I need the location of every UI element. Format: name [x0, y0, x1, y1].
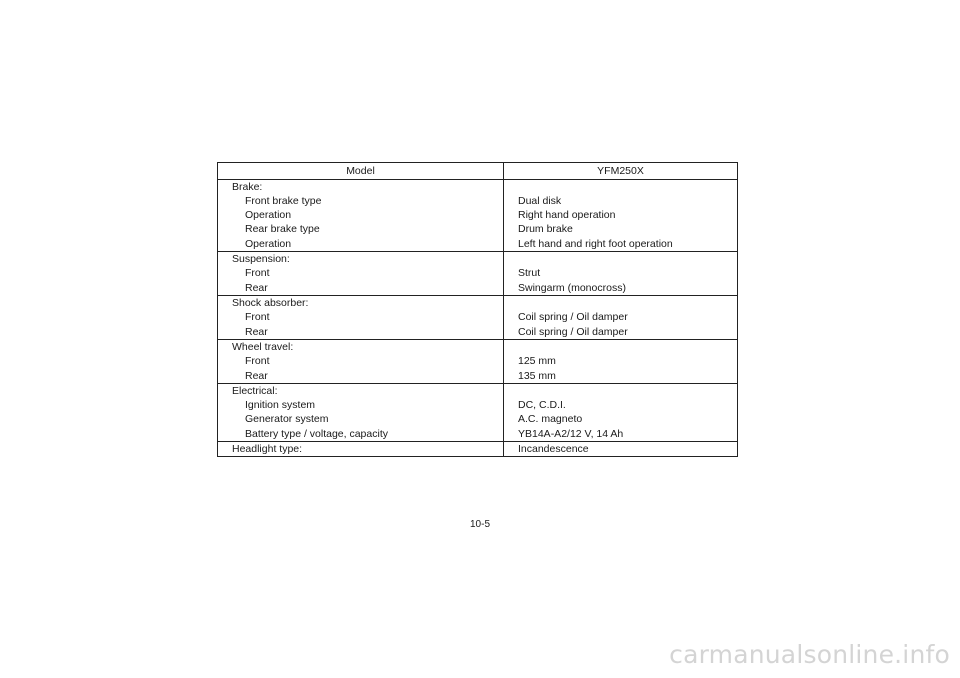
table-row — [218, 236, 738, 252]
table-row — [218, 310, 738, 324]
row-value: Drum brake — [518, 223, 573, 235]
row-value: Right hand operation — [518, 209, 616, 221]
row-label: Front — [218, 354, 504, 368]
group-title-row — [218, 180, 738, 195]
row-label: Rear — [218, 324, 504, 340]
headlight-label: Headlight type: — [218, 442, 504, 457]
table-header-row — [218, 163, 738, 180]
group-title-row — [218, 340, 738, 355]
row-label: Ignition system — [218, 398, 504, 412]
row-value: Dual disk — [518, 195, 562, 207]
group-title-row — [218, 252, 738, 267]
row-label: Battery type / voltage, capacity — [218, 426, 504, 442]
row-value: DC, C.D.I. — [518, 399, 566, 411]
row-label: Operation — [218, 208, 504, 222]
row-label: Rear — [218, 368, 504, 384]
table-row — [218, 208, 738, 222]
watermark: carmanualsonline.info — [669, 640, 950, 669]
table-row — [218, 354, 738, 368]
table-row — [218, 368, 738, 384]
row-value: 135 mm — [504, 368, 738, 384]
row-value: Strut — [518, 267, 541, 279]
table-row — [218, 442, 738, 457]
group-title-suspension: Suspension: — [218, 252, 504, 267]
group-title-row — [218, 296, 738, 311]
row-label: Rear brake type — [218, 222, 504, 236]
table-row — [218, 324, 738, 340]
row-label: Generator system — [218, 412, 504, 426]
group-title-row — [218, 384, 738, 399]
group-title-brake: Brake: — [218, 180, 504, 195]
row-value: Swingarm (monocross) — [504, 280, 738, 296]
row-label: Rear — [218, 280, 504, 296]
row-value: YB14A-A2/12 V, 14 Ah — [504, 426, 738, 442]
row-label: Front — [218, 266, 504, 280]
table-row — [218, 280, 738, 296]
row-label: Front — [218, 310, 504, 324]
table-row — [218, 266, 738, 280]
row-label: Front brake type — [218, 194, 504, 208]
headlight-value: Incandescence — [518, 443, 589, 455]
table-row — [218, 222, 738, 236]
group-title-shock-absorber: Shock absorber: — [218, 296, 504, 311]
table-row — [218, 412, 738, 426]
model-header-value: YFM250X — [504, 163, 738, 180]
table-row — [218, 426, 738, 442]
group-title-wheel-travel: Wheel travel: — [218, 340, 504, 355]
row-value: Left hand and right foot operation — [504, 236, 738, 252]
row-value: A.C. magneto — [518, 413, 583, 425]
model-header-label: Model — [218, 163, 504, 180]
specifications-table — [217, 162, 738, 457]
group-title-electrical: Electrical: — [218, 384, 504, 399]
row-value: Coil spring / Oil damper — [518, 311, 628, 323]
table-row — [218, 194, 738, 208]
row-value: Coil spring / Oil damper — [504, 324, 738, 340]
page-number: 10-5 — [469, 519, 490, 530]
row-value: 125 mm — [518, 355, 556, 367]
row-label: Operation — [218, 236, 504, 252]
table-row — [218, 398, 738, 412]
